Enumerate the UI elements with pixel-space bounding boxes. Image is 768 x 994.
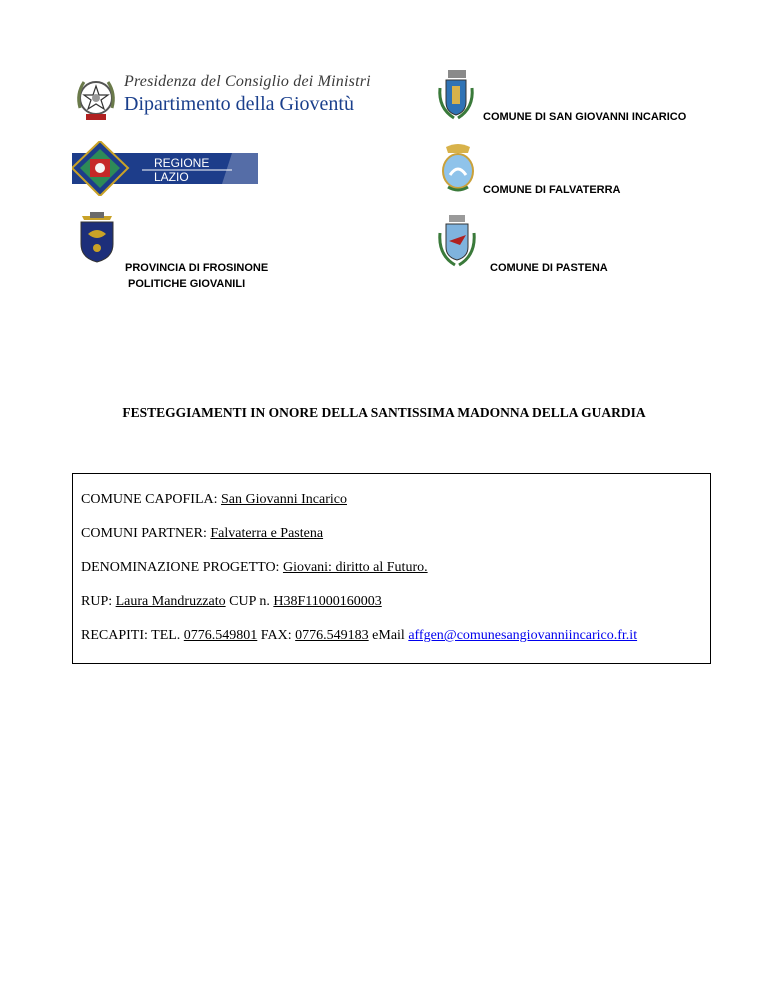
san-giovanni-incarico-coat-of-arms-icon (436, 68, 476, 123)
presidenza-title: Presidenza del Consiglio dei Ministri (124, 73, 371, 90)
provincia-label: PROVINCIA DI FROSINONE (125, 262, 269, 274)
event-title: FESTEGGIAMENTI IN ONORE DELLA SANTISSIMA MADONNA DELLA GUARDIA (122, 405, 646, 420)
fax-value: 0776.549183 (295, 628, 369, 643)
falvaterra-coat-of-arms-icon (438, 143, 478, 195)
capofila-row (81, 492, 347, 508)
rup-label: RUP: (81, 594, 113, 609)
recapiti-row (81, 628, 637, 644)
partner-value: Falvaterra e Pastena (210, 526, 324, 541)
cup-label: CUP n. (229, 594, 270, 609)
regione-label: REGIONE (154, 156, 210, 170)
progetto-row (81, 560, 428, 576)
fax-label: FAX: (260, 628, 292, 643)
progetto-label: DENOMINAZIONE PROGETTO: (81, 560, 280, 575)
comune-falvaterra-label: COMUNE DI FALVATERRA (483, 184, 621, 196)
email-link[interactable]: affgen@comunesangiovanniincarico.fr.it (408, 628, 638, 643)
regione-lazio-logo (72, 141, 258, 196)
capofila-value: San Giovanni Incarico (221, 492, 347, 507)
capofila-label: COMUNE CAPOFILA: (81, 492, 218, 507)
cup-value: H38F11000160003 (273, 594, 382, 609)
dipartimento-title: Dipartimento della Gioventù (124, 93, 354, 115)
provincia-frosinone-coat-of-arms-icon (74, 210, 120, 264)
partner-label: COMUNI PARTNER: (81, 526, 207, 541)
pastena-coat-of-arms-icon (436, 213, 478, 267)
lazio-label: LAZIO (154, 170, 189, 184)
project-info-box (72, 473, 711, 664)
rup-row (81, 594, 382, 610)
email-label: eMail (372, 628, 405, 643)
comune-pastena-label: COMUNE DI PASTENA (490, 262, 608, 274)
italian-republic-emblem-icon (72, 74, 120, 124)
recapiti-label: RECAPITI: TEL. (81, 628, 181, 643)
rup-name: Laura Mandruzzato (115, 594, 226, 609)
partner-row (81, 526, 323, 542)
tel-value: 0776.549801 (183, 628, 258, 643)
progetto-value: Giovani: diritto al Futuro. (282, 560, 428, 575)
comune-san-giovanni-incarico-label: COMUNE DI SAN GIOVANNI INCARICO (483, 111, 687, 123)
politiche-giovanili-label: POLITICHE GIOVANILI (128, 278, 246, 290)
